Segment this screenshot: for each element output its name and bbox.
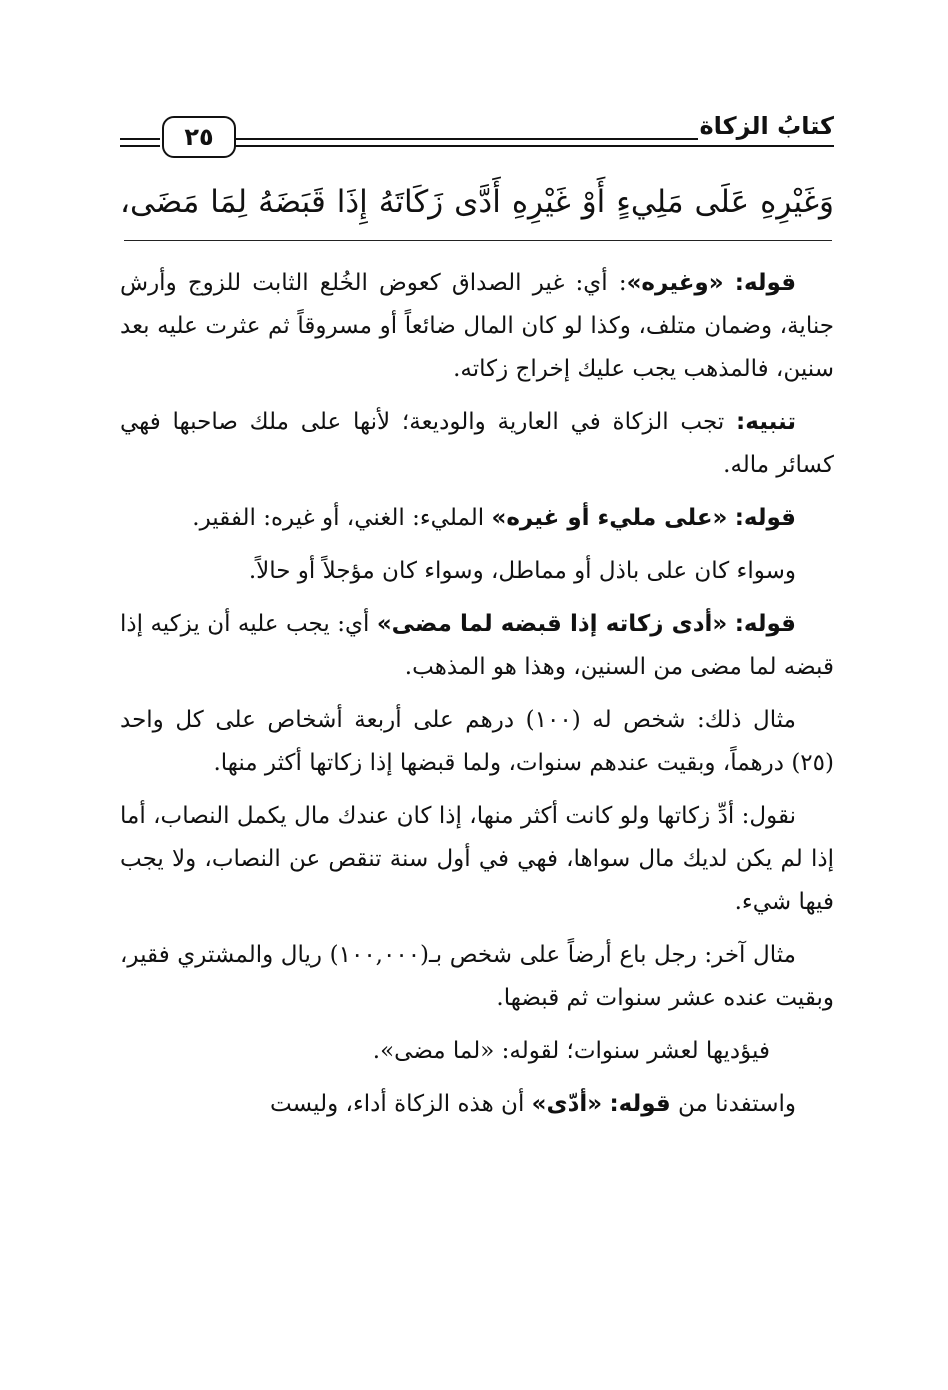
paragraph-lead: تنبيه: bbox=[736, 409, 796, 435]
paragraph-text: فيؤديها لعشر سنوات؛ لقوله: «لما مضى». bbox=[372, 1038, 770, 1064]
quoted-term: «أدّى» bbox=[531, 1091, 603, 1117]
paragraph-3 bbox=[120, 497, 834, 540]
header-rule-top bbox=[234, 138, 698, 140]
paragraph-9 bbox=[120, 1030, 834, 1073]
paragraph-6 bbox=[120, 699, 834, 785]
paragraph-10 bbox=[120, 1083, 834, 1126]
quoted-term: «أدى زكاته إذا قبضه لما مضى» bbox=[376, 611, 728, 637]
paragraph-8 bbox=[120, 934, 834, 1020]
paragraph-text: نقول: أدِّ زكاتها ولو كانت أكثر منها، إذا كان عندك مال يكمل النصاب، أما إذا لم يكن لديك مال سواها، فهي في أول سنة تنقص عن النصاب، ولا يجب فيها شيء. bbox=[120, 803, 834, 915]
paragraph-4 bbox=[120, 550, 834, 593]
matn-line: وَغَيْرِهِ عَلَى مَلِيءٍ أَوْ غَيْرِهِ أَدَّى زَكَاتَهُ إِذَا قَبَضَهُ لِمَا مَضَى، bbox=[120, 184, 834, 220]
paragraph-text: مثال ذلك: شخص له (١٠٠) درهم على أربعة أشخاص على كل واحد (٢٥) درهماً، وبقيت عندهم سنوات، ولما قبضها إذا زكاتها أكثر منها. bbox=[120, 707, 834, 776]
paragraph-lead: قوله: bbox=[734, 611, 796, 637]
paragraph-text: أي: يجب عليه أن يزكيه إذا قبضه لما مضى من السنين، وهذا هو المذهب. bbox=[120, 611, 834, 680]
paragraph-text: وسواء كان على باذل أو مماطل، وسواء كان مؤجلاً أو حالاً. bbox=[248, 558, 796, 584]
paragraph-text: أن هذه الزكاة أداء، وليست bbox=[270, 1091, 532, 1117]
paragraph-text: المليء: الغني، أو غيره: الفقير. bbox=[192, 505, 492, 531]
header-rule-left-top bbox=[120, 138, 160, 140]
page-number: ٢٥ bbox=[162, 116, 236, 158]
commentary bbox=[120, 262, 834, 1136]
paragraph-lead: قوله: bbox=[734, 270, 797, 296]
paragraph-7 bbox=[120, 795, 834, 924]
paragraph-5 bbox=[120, 603, 834, 689]
paragraph-text: تجب الزكاة في العارية والوديعة؛ لأنها على ملك صاحبها فهي كسائر ماله. bbox=[120, 409, 834, 478]
quoted-term: «على مليء أو غيره» bbox=[491, 505, 728, 531]
paragraph-2 bbox=[120, 401, 834, 487]
book-title: كتابُ الزكاة bbox=[699, 112, 834, 140]
matn-divider bbox=[124, 240, 832, 241]
paragraph-text-before: واستفدنا من bbox=[670, 1091, 796, 1117]
page-header bbox=[120, 112, 834, 160]
paragraph-text: : أي: غير الصداق كعوض الخُلع الثابت للزوج وأرش جناية، وضمان متلف، وكذا لو كان المال ضائعاً أو مسروقاً ثم عثرت عليه بعد سنين، فالمذهب يجب عليك إخراج زكاته. bbox=[120, 270, 834, 382]
header-rule-left-bottom bbox=[120, 145, 160, 147]
paragraph-lead: قوله: bbox=[734, 505, 796, 531]
quoted-term: «وغيره» bbox=[626, 270, 724, 296]
paragraph-1 bbox=[120, 262, 834, 391]
inline-keyword: قوله: bbox=[609, 1091, 671, 1117]
header-rule-bottom bbox=[234, 145, 834, 147]
paragraph-text: مثال آخر: رجل باع أرضاً على شخص بـ(١٠٠,٠٠٠) ريال والمشتري فقير، وبقيت عنده عشر سنوات ثم قبضها. bbox=[120, 942, 834, 1011]
